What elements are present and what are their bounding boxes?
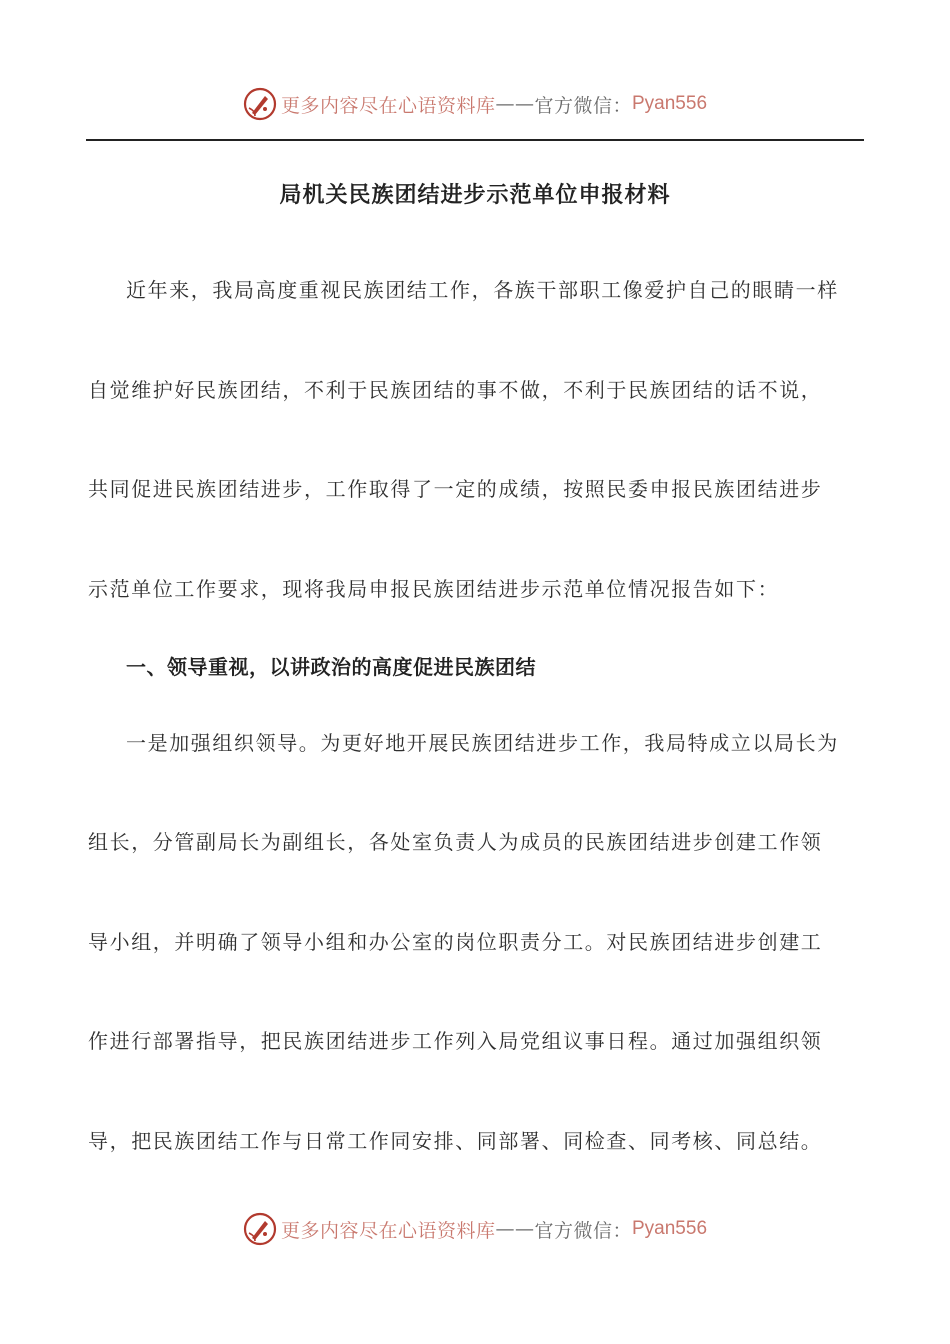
section-heading: 一、领导重视，以讲政治的高度促进民族团结: [126, 655, 536, 679]
promo-text: 更多内容尽在心语资料库: [280, 1219, 496, 1242]
paragraph-line: 示范单位工作要求，现将我局申报民族团结进步示范单位情况报告如下：: [88, 577, 780, 601]
footer-banner: [0, 1207, 950, 1251]
paragraph-line: 近年来，我局高度重视民族团结工作，各族干部职工像爱护自己的眼睛一样: [126, 278, 839, 302]
wechat-label: 官方微信：: [534, 94, 632, 117]
paragraph-line: 作进行部署指导，把民族团结进步工作列入局党组议事日程。通过加强组织领: [88, 1029, 823, 1053]
wechat-id: Pyan556: [632, 1218, 708, 1239]
paragraph-line: 导，把民族团结工作与日常工作同安排、同部署、同检查、同考核、同总结。: [88, 1129, 823, 1153]
wechat-id: Pyan556: [632, 93, 708, 114]
paragraph-line: 自觉维护好民族团结，不利于民族团结的事不做，不利于民族团结的话不说，: [88, 378, 823, 402]
header-divider: [86, 139, 864, 141]
promo-text: 更多内容尽在心语资料库: [280, 94, 496, 117]
header-banner: [0, 82, 950, 126]
quill-logo-icon: [243, 87, 277, 121]
paragraph-line: 共同促进民族团结进步，工作取得了一定的成绩，按照民委申报民族团结进步: [88, 477, 823, 501]
wechat-label: 官方微信：: [534, 1219, 632, 1242]
document-title: 局机关民族团结进步示范单位申报材料: [279, 183, 671, 208]
separator-dash: ——: [495, 1218, 535, 1240]
paragraph-line: 组长，分管副局长为副组长，各处室负责人为成员的民族团结进步创建工作领: [88, 830, 823, 854]
quill-logo-icon: [243, 1212, 277, 1246]
paragraph-line: 导小组，并明确了领导小组和办公室的岗位职责分工。对民族团结进步创建工: [88, 930, 823, 954]
separator-dash: ——: [495, 93, 535, 115]
paragraph-line: 一是加强组织领导。为更好地开展民族团结进步工作，我局特成立以局长为: [126, 731, 839, 755]
